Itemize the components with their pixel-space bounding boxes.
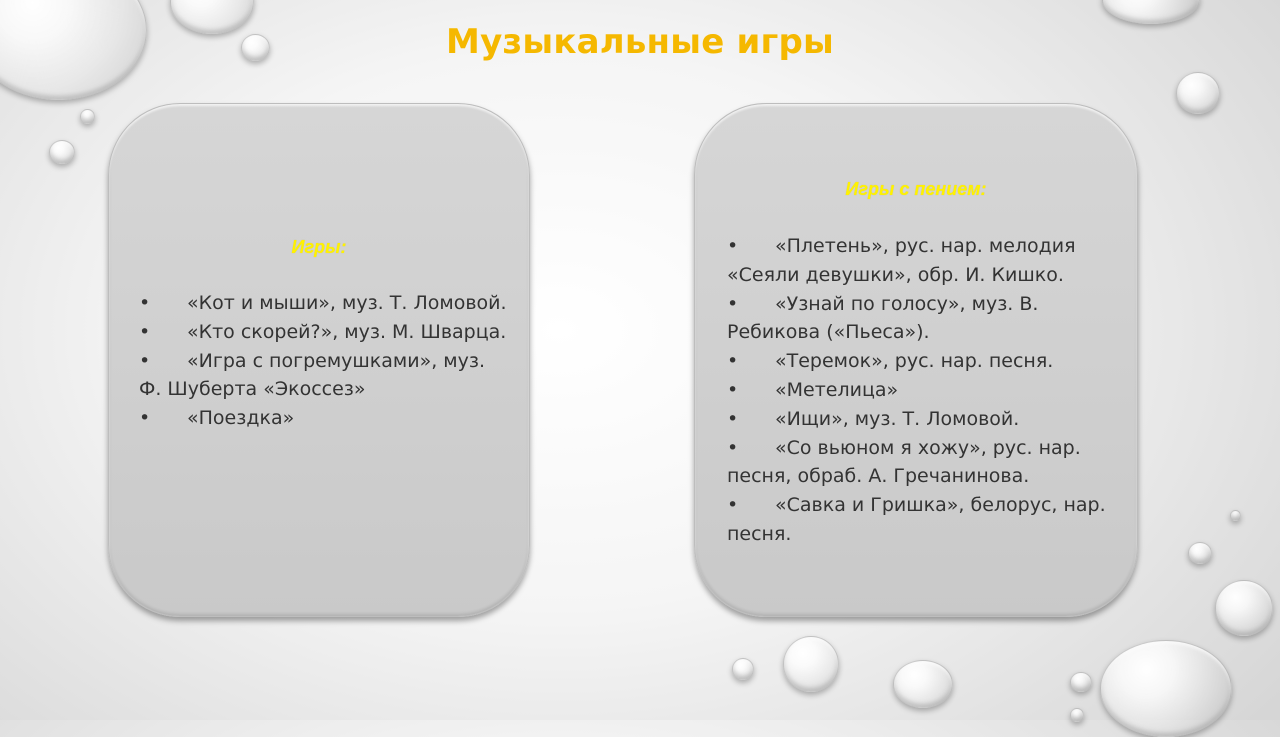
water-drop-decoration xyxy=(1100,640,1232,737)
list-item xyxy=(139,347,511,405)
list-item xyxy=(727,434,1127,492)
bullet-icon: • xyxy=(727,292,739,315)
bullet-icon: • xyxy=(727,494,739,517)
bullet-icon: • xyxy=(139,407,151,430)
list-item-text: «Теремок», рус. нар. песня. xyxy=(775,350,1054,373)
list-item xyxy=(139,404,511,433)
games-card xyxy=(108,103,530,617)
bullet-icon: • xyxy=(727,436,739,459)
games-list xyxy=(139,289,511,433)
list-item-text: «Кот и мыши», муз. Т. Ломовой. xyxy=(187,292,507,314)
water-drop-decoration xyxy=(732,658,754,680)
water-drop-decoration xyxy=(80,109,95,124)
singing-games-list xyxy=(727,232,1127,549)
water-drop-decoration xyxy=(49,140,75,164)
water-drop-decoration xyxy=(1230,510,1241,521)
list-item xyxy=(727,232,1127,290)
list-item xyxy=(727,491,1127,549)
list-item xyxy=(139,289,511,318)
bullet-icon: • xyxy=(727,407,739,430)
list-item-text: «Игра с погремушками», муз. Ф. Шуберта «Экоссез» xyxy=(139,349,486,401)
list-item-text: «Кто скорей?», муз. М. Шварца. xyxy=(187,320,507,343)
water-drop-decoration xyxy=(1070,672,1092,692)
list-item-text: «Ищи», муз. Т. Ломовой. xyxy=(775,407,1020,430)
bullet-icon: • xyxy=(727,235,739,257)
list-item-text: «Поездка» xyxy=(187,407,295,430)
singing-games-card xyxy=(694,103,1138,617)
list-item-text: «Метелица» xyxy=(775,378,899,401)
list-item xyxy=(727,376,1127,405)
list-item xyxy=(727,347,1127,376)
bullet-icon: • xyxy=(139,349,151,372)
bullet-icon: • xyxy=(727,350,739,373)
water-drop-decoration xyxy=(1102,0,1200,24)
water-drop-decoration xyxy=(1215,580,1273,636)
list-item xyxy=(727,290,1127,348)
water-drop-decoration xyxy=(893,660,953,708)
bullet-icon: • xyxy=(727,378,739,401)
bullet-icon: • xyxy=(139,320,151,343)
singing-games-card-heading: Игры с пением: xyxy=(845,179,987,199)
list-item-text: «Узнай по голосу», муз. В. Ребикова («Пьеса»). xyxy=(727,292,1039,344)
list-item-text: «Плетень», рус. нар. мелодия «Сеяли девушки», обр. И. Кишко. xyxy=(727,235,1076,286)
slide-title: Музыкальные игры xyxy=(446,22,834,62)
water-drop-decoration xyxy=(1188,542,1212,564)
water-drop-decoration xyxy=(783,636,839,692)
list-item-text: «Со вьюном я хожу», рус. нар. песня, обраб. А. Гречанинова. xyxy=(727,436,1081,488)
games-card-heading: Игры: xyxy=(291,237,347,257)
water-drop-decoration xyxy=(1176,72,1220,114)
bullet-icon: • xyxy=(139,292,151,314)
list-item xyxy=(139,318,511,347)
list-item-text: «Савка и Гришка», белорус, нар. песня. xyxy=(727,494,1106,545)
list-item xyxy=(727,405,1127,434)
